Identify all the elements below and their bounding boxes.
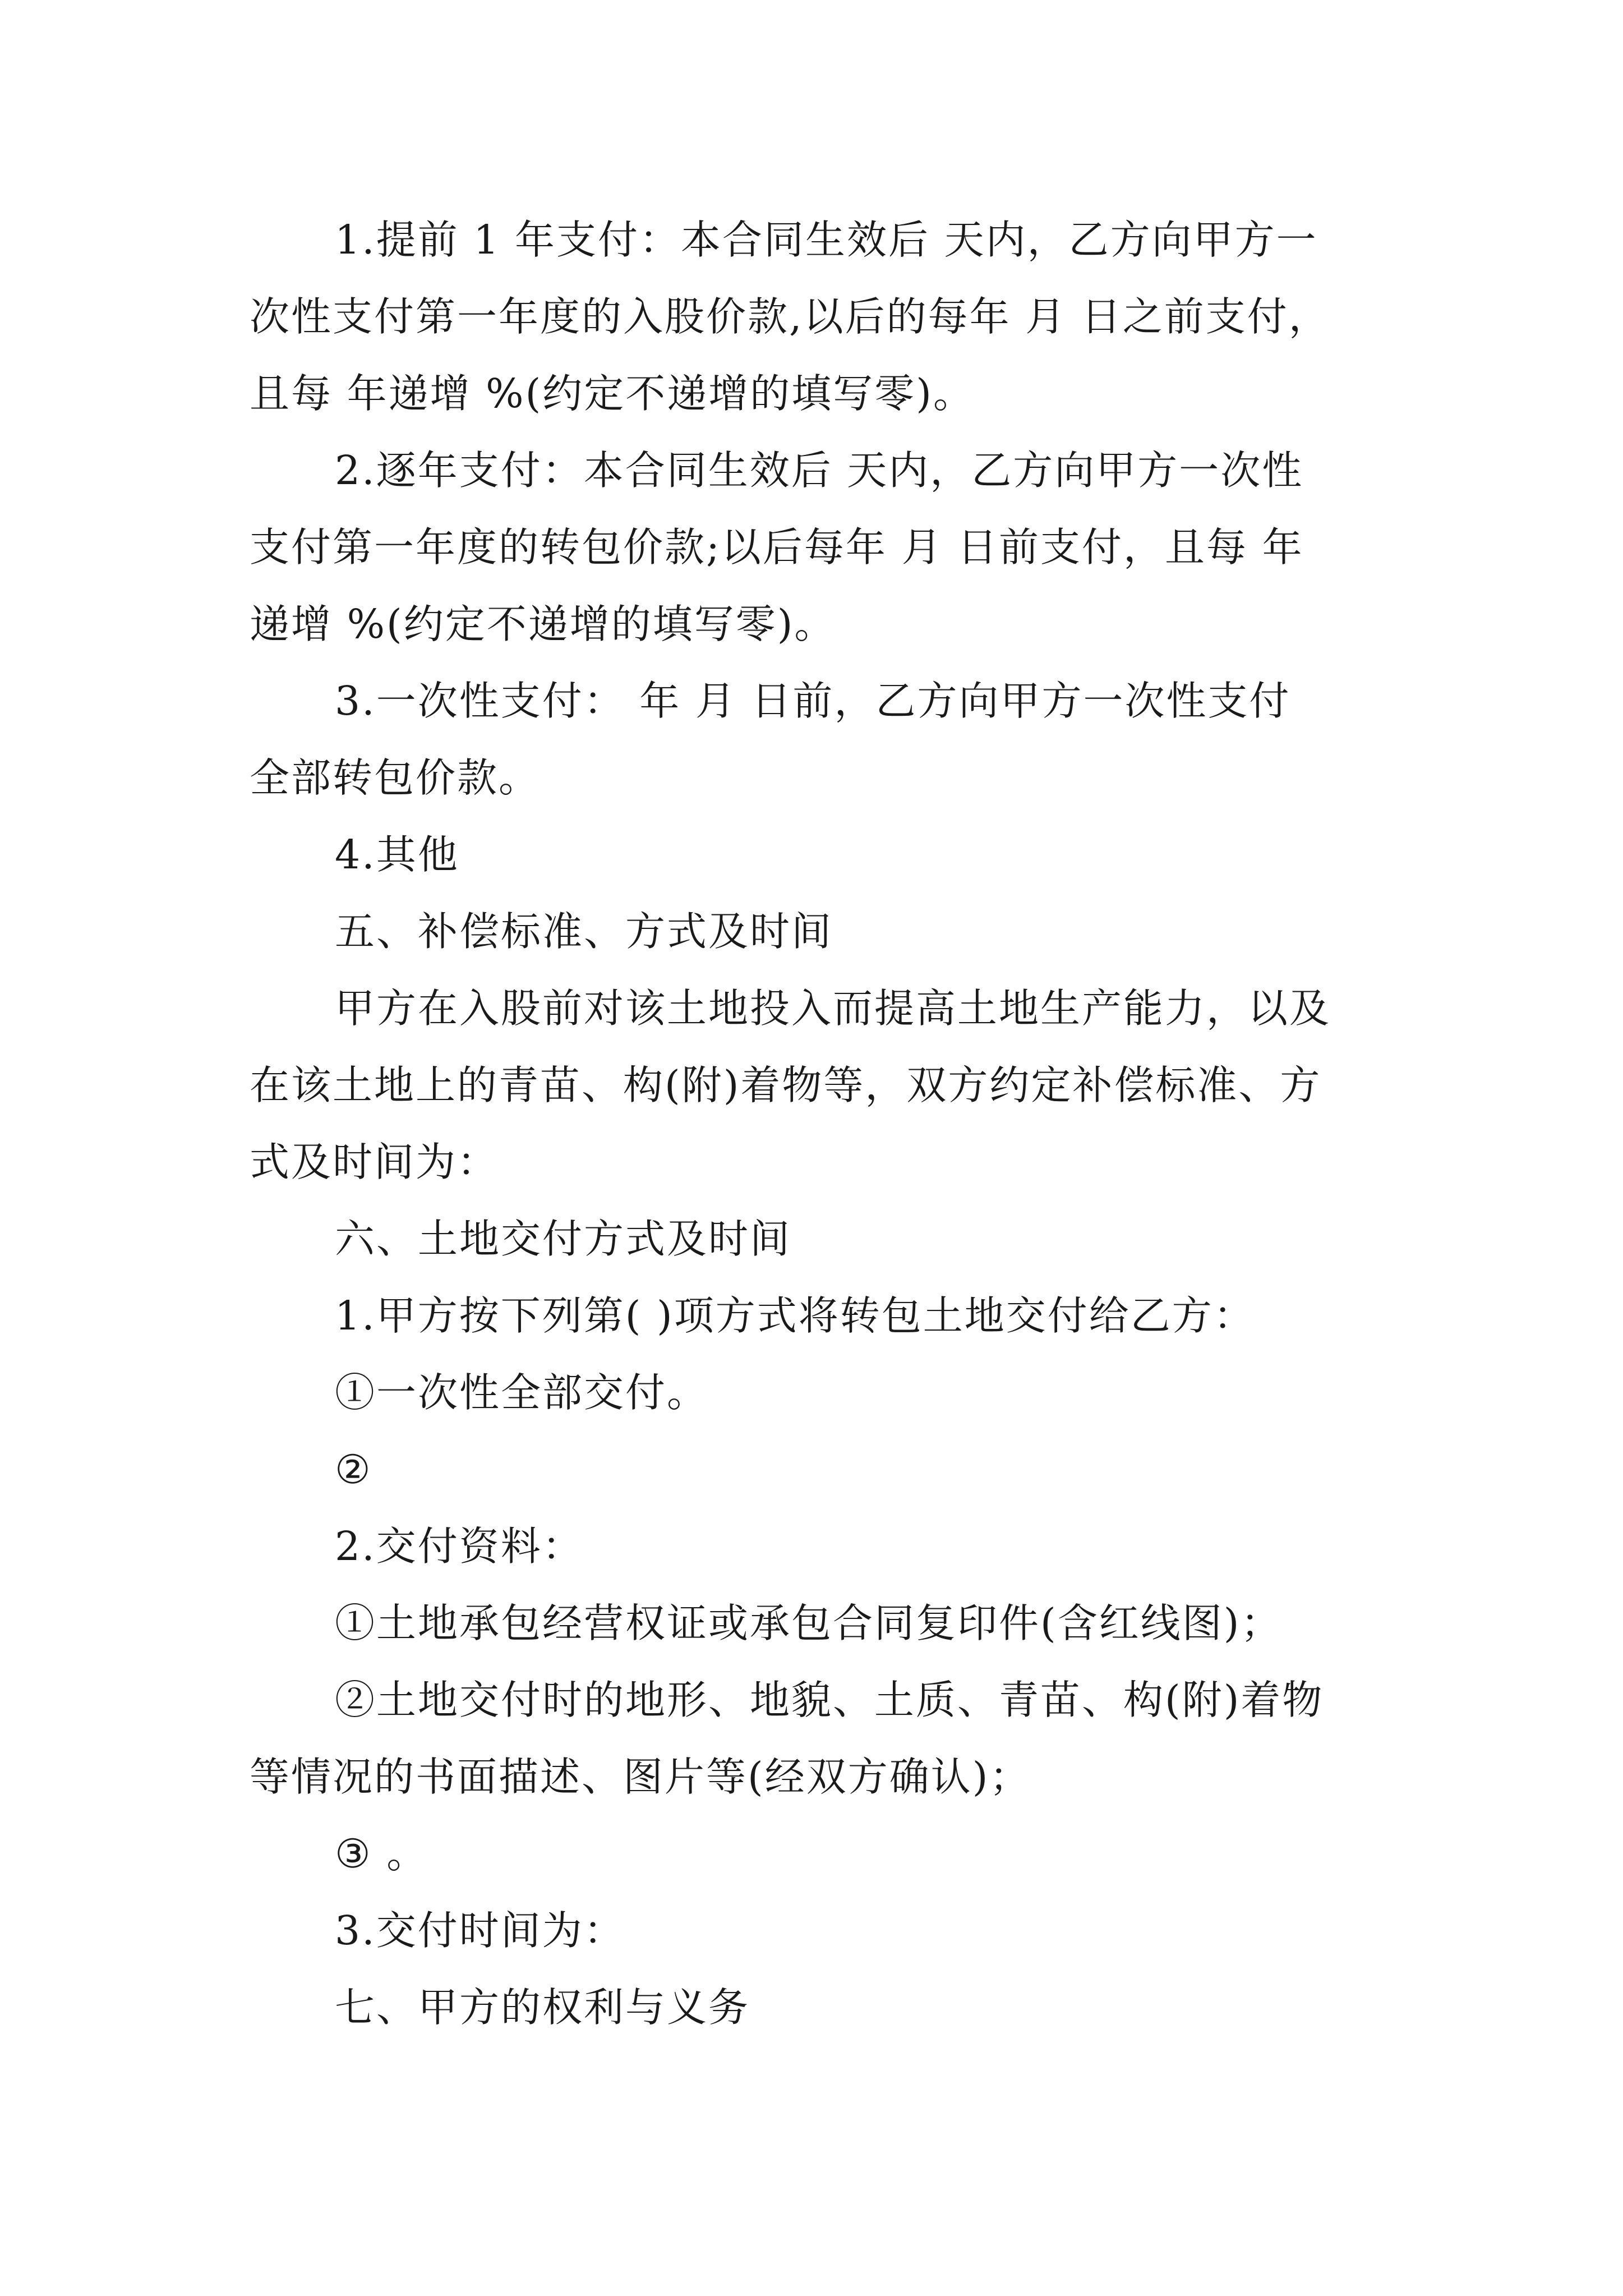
paragraph-line: 2.交付资料： <box>335 1523 584 1570</box>
section-heading: 七、甲方的权利与义务 <box>335 1984 750 2031</box>
list-item: ①土地承包经营权证或承包合同复印件(含红线图)； <box>335 1600 1283 1646</box>
paragraph-line: 支付第一年度的转包价款;以后每年 月 日前支付，且每 年 <box>250 524 1304 570</box>
paragraph-line: 4.其他 <box>335 831 459 878</box>
paragraph-line: 递增 %(约定不递增的填写零)。 <box>250 601 836 647</box>
list-item: ②土地交付时的地形、地貌、土质、青苗、构(附)着物 <box>335 1677 1324 1723</box>
paragraph-line: 1.提前 1 年支付：本合同生效后 天内，乙方向甲方一 <box>335 217 1318 263</box>
paragraph-line: 2.逐年支付：本合同生效后 天内，乙方向甲方一次性 <box>335 447 1304 494</box>
paragraph-line: 甲方在入股前对该土地投入而提高土地生产能力，以及 <box>335 985 1331 1032</box>
paragraph-line: 次性支付第一年度的入股价款,以后的每年 月 日之前支付， <box>250 293 1330 340</box>
section-heading: 五、补偿标准、方式及时间 <box>335 908 833 955</box>
section-heading: 六、土地交付方式及时间 <box>335 1216 792 1262</box>
paragraph-line: 式及时间为： <box>250 1139 499 1185</box>
list-item: ①一次性全部交付。 <box>335 1369 709 1416</box>
paragraph-line: 3.一次性支付： 年 月 日前，乙方向甲方一次性支付 <box>335 678 1291 724</box>
paragraph-line: 等情况的书面描述、图片等(经双方确认)； <box>250 1754 1031 1800</box>
paragraph-line: 3.交付时间为： <box>335 1907 625 1954</box>
list-item: ③ 。 <box>335 1830 428 1877</box>
paragraph-line: 1.甲方按下列第( )项方式将转包土地交付给乙方： <box>335 1292 1255 1339</box>
paragraph-line: 且每 年递增 %(约定不递增的填写零)。 <box>250 370 975 417</box>
list-item: ② <box>335 1446 372 1493</box>
paragraph-line: 全部转包价款。 <box>250 754 541 801</box>
paragraph-line: 在该土地上的青苗、构(附)着物等，双方约定补偿标准、方 <box>250 1062 1322 1108</box>
